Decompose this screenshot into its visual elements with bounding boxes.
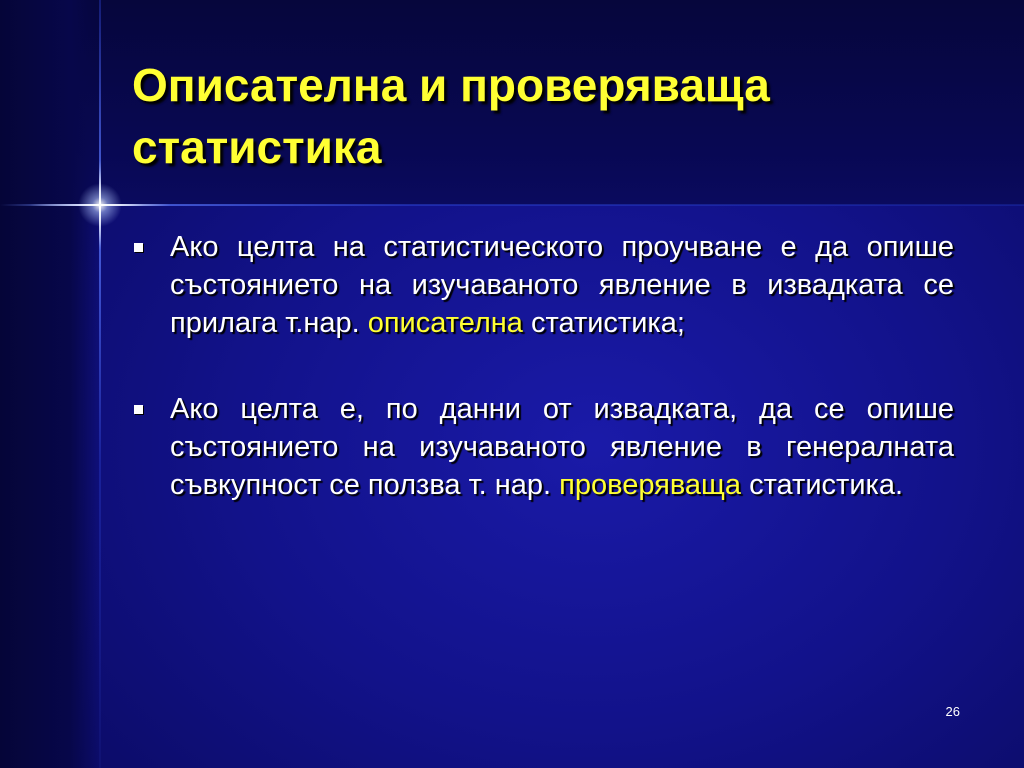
page-number: 26 (945, 704, 960, 719)
bullet-text: статистика. (741, 469, 904, 501)
bullet-text: Ако целта на статистическото проучване е да опише състоянието на изучаваното явление в извадката се прилага т.нар. (170, 231, 954, 339)
slide-title: Описателна и проверяваща статистика (132, 59, 770, 173)
left-band (0, 0, 100, 768)
highlighted-term: описателна (367, 307, 523, 339)
highlighted-term: проверяваща (559, 469, 742, 501)
bullet-text: статистика; (522, 307, 685, 339)
square-bullet-icon (134, 405, 143, 414)
bullet-list (132, 228, 954, 552)
vertical-divider (99, 0, 101, 768)
square-bullet-icon (134, 243, 143, 252)
bullet-text: Ако целта е, по данни от извадката, да се опише състоянието на изучаваното явление в генералната съвкупност се ползва т. нар. (170, 393, 954, 501)
bullet-item-descriptive (132, 228, 954, 342)
bullet-item-inferential (132, 390, 954, 504)
